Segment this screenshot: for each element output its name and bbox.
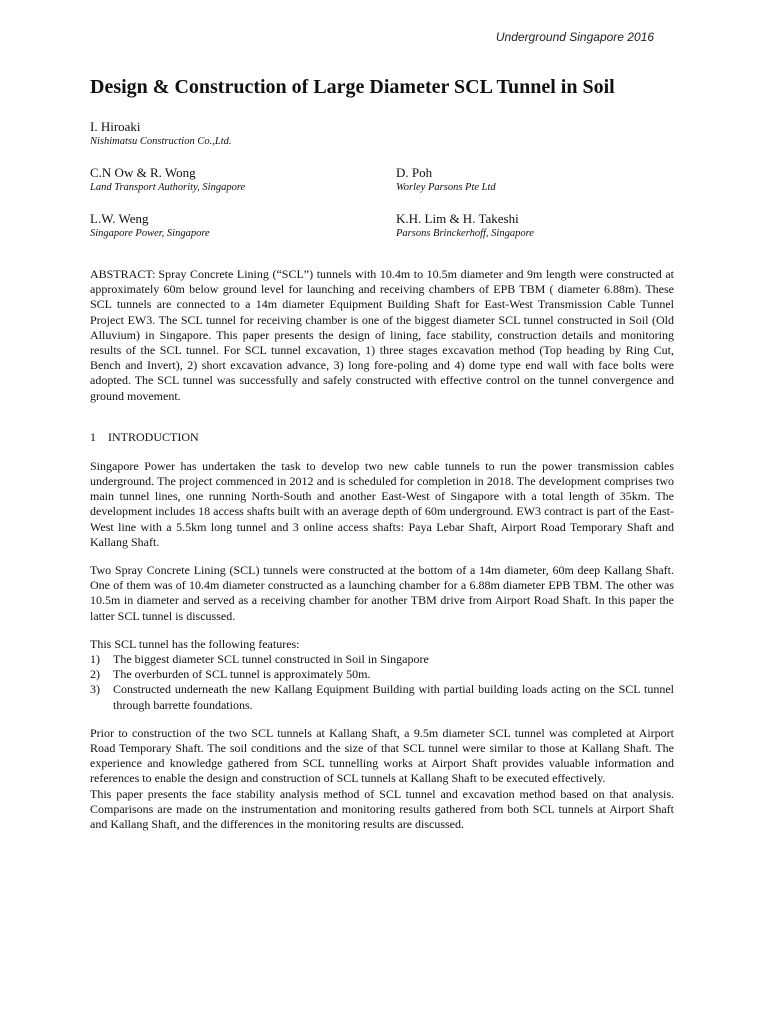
author-entry: [90, 119, 396, 149]
abstract-text: Spray Concrete Lining (“SCL”) tunnels with 10.4m to 10.5m diameter and 9m length were constructed at approximately 60m below ground level for launching and receiving chambers of EPB TBM ( diameter 6.88m). These SCL tunnels are connected to a 14m diameter Equipment Building Shaft for East-West Transmission Cable Tunnel Project EW3. The SCL tunnel for receiving chamber is one of the biggest diameter SCL tunnel constructed in Soil (Old Alluvium) in Singapore. This paper presents the design of lining, face stability, construction details and monitoring results of the SCL tunnel. For SCL tunnel excavation, 1) three stages excavation method (Top heading by Ring Cut, Bench and Invert), 2) short excavation advance, 3) long fore-poling and 4) dome type end wall with face bolts were adopted. The SCL tunnel was successfully and safely constructed with effective control on the tunnel convergence and ground movement.: [90, 267, 674, 403]
author-affiliation: Singapore Power, Singapore: [90, 228, 210, 239]
author-affiliation: Parsons Brinckerhoff, Singapore: [396, 228, 534, 239]
section-title: INTRODUCTION: [108, 429, 199, 444]
list-item-text: The biggest diameter SCL tunnel constructed in Soil in Singapore: [113, 652, 429, 667]
list-item-number: 2): [90, 667, 100, 682]
list-item-number: 1): [90, 652, 100, 667]
author-affiliation: Land Transport Authority, Singapore: [90, 182, 246, 193]
list-item-number: 3): [90, 682, 100, 697]
author-name: D. Poh: [396, 165, 433, 180]
author-affiliation: Worley Parsons Pte Ltd: [396, 182, 496, 193]
body-paragraph: Prior to construction of the two SCL tunnels at Kallang Shaft, a 9.5m diameter SCL tunnel was completed at Airport Road Temporary Shaft. The soil conditions and the size of that SCL tunnel were similar to those at Kallang Shaft. The experience and knowledge gathered from SCL tunnelling works at Airport Shaft provides valuable information and references to enable the design and construction of SCL tunnels at Kallang Shaft to be executed effectively.: [90, 725, 674, 786]
list-item: [90, 682, 674, 712]
author-entry: [90, 211, 396, 241]
list-item: [90, 652, 674, 667]
abstract: [90, 267, 674, 404]
list-item-text: The overburden of SCL tunnel is approximately 50m.: [113, 667, 371, 682]
list-item-text: Constructed underneath the new Kallang Equipment Building with partial building loads acting on the SCL tunnel through barrette foundations.: [113, 682, 674, 712]
list-item: [90, 667, 674, 682]
author-name: K.H. Lim & H. Takeshi: [396, 211, 519, 226]
paper-body: [90, 75, 674, 832]
author-entry: [90, 165, 396, 195]
section-heading: [90, 430, 674, 445]
author-entry: [396, 165, 674, 195]
author-name: I. Hiroaki: [90, 119, 141, 134]
abstract-label: ABSTRACT:: [90, 267, 156, 281]
features-intro: This SCL tunnel has the following features:: [90, 636, 300, 651]
author-entry-empty: [396, 119, 674, 149]
paper-title: Design & Construction of Large Diameter SCL Tunnel in Soil: [90, 76, 615, 98]
features-list: [90, 652, 674, 713]
body-paragraph: This paper presents the face stability analysis method of SCL tunnel and excavation method based on that analysis. Comparisons are made on the instrumentation and monitoring results gathered from both SCL tunnels at Airport Shaft and Kallang Shaft, and the differences in the monitoring results are discussed.: [90, 786, 674, 832]
author-block: [90, 119, 674, 241]
author-name: C.N Ow & R. Wong: [90, 165, 196, 180]
author-entry: [396, 211, 674, 241]
body-paragraph: Singapore Power has undertaken the task to develop two new cable tunnels to run the power transmission cables underground. The project commenced in 2012 and is scheduled for completion in 2018. The development comprises two main tunnel lines, one running North-South and another East-West of Singapore with a total length of 35km. The development includes 18 access shafts built with an average depth of 60m underground. EW3 contract is part of the East-West line with a 5.5km long tunnel and 3 online access shafts: Paya Lebar Shaft, Airport Road Temporary Shaft and Kallang Shaft.: [90, 458, 674, 549]
section-number: 1: [90, 429, 96, 444]
author-name: L.W. Weng: [90, 211, 149, 226]
running-header: Underground Singapore 2016: [495, 30, 654, 44]
author-affiliation: Nishimatsu Construction Co.,Ltd.: [90, 136, 232, 147]
body-paragraph: Two Spray Concrete Lining (SCL) tunnels were constructed at the bottom of a 14m diameter, 60m deep Kallang Shaft. One of them was of 10.4m diameter constructed as a launching chamber for a 6.88m diameter EPB TBM. The other was 10.5m in diameter and served as a receiving chamber for another TBM drive from Airport Road Shaft. In this paper the latter SCL tunnel is discussed.: [90, 563, 674, 623]
